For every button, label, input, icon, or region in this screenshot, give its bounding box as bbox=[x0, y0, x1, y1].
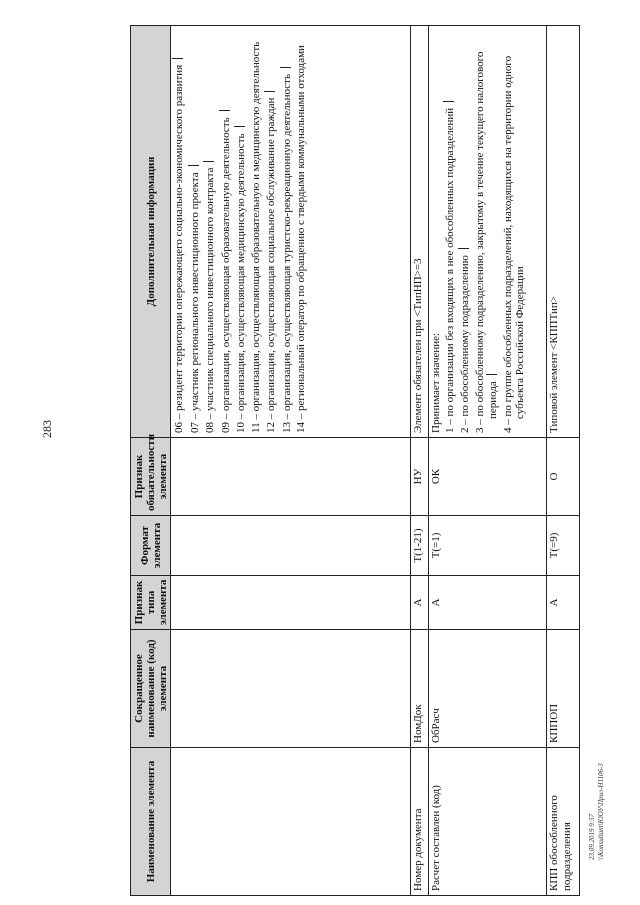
codes-list bbox=[172, 30, 308, 433]
header-info: Дополнительная информация bbox=[131, 26, 171, 438]
cell-empty bbox=[171, 438, 411, 516]
cell-empty bbox=[171, 576, 411, 630]
list-item: 2 – по обособленному подразделению bbox=[458, 30, 472, 433]
cell-name: КПП обособленного подразделения bbox=[547, 748, 580, 896]
cell-code: НомДок bbox=[411, 630, 429, 748]
cell-empty bbox=[171, 630, 411, 748]
rotated-table-container bbox=[130, 26, 580, 896]
list-item: 11 – организация, осуществляющая образовательную и медицинскую деятельность bbox=[249, 41, 262, 433]
cell-required: ОК bbox=[429, 438, 547, 516]
header-name: Наименование элемента bbox=[131, 748, 171, 896]
element-table bbox=[130, 25, 580, 896]
cell-required: НУ bbox=[411, 438, 429, 516]
list-item: 13 – организация, осуществляющая туристско-рекреационную деятельность bbox=[280, 30, 294, 433]
footer-path: \\Konsultant\ЮОУ\Прил-Н1106-3 bbox=[597, 763, 605, 860]
footer-timestamp: 23.09.2019 9:57 bbox=[588, 813, 596, 860]
cell-empty bbox=[171, 748, 411, 896]
list-item: 4 – по группе обособленных подразделений, находящихся на территории одного субъекта Российской Федерации bbox=[501, 55, 527, 433]
cell-info: Элемент обязателен при <ТипНП>=3 bbox=[411, 26, 429, 438]
cell-code: ОбРасч bbox=[429, 630, 547, 748]
table-row-codes bbox=[171, 26, 411, 896]
table-row bbox=[547, 26, 580, 896]
list-item: 14 – региональный оператор по обращению с твердыми коммунальными отходами bbox=[295, 45, 307, 433]
cell-name: Номер документа bbox=[411, 748, 429, 896]
list-item: 07 – участник регионального инвестиционного проекта bbox=[188, 30, 202, 433]
header-format: Формат элемента bbox=[131, 516, 171, 576]
cell-format: Т(=9) bbox=[547, 516, 580, 576]
cell-type: А bbox=[411, 576, 429, 630]
list-item: 12 – организация, осуществляющая социальное обслуживание граждан bbox=[264, 30, 278, 433]
list-item: 1 – по организации без входящих в нее обособленных подразделений bbox=[443, 30, 457, 433]
cell-info: Типовой элемент <КППТип> bbox=[547, 26, 580, 438]
list-item: 10 – организация, осуществляющая медицинскую деятельность bbox=[234, 30, 248, 433]
header-code: Сокращенное наименование (код) элемента bbox=[131, 630, 171, 748]
cell-empty bbox=[171, 516, 411, 576]
page-number: 283 bbox=[40, 420, 54, 438]
header-row bbox=[131, 26, 171, 896]
info-intro: Принимает значение: bbox=[430, 332, 443, 433]
cell-format: Т(=1) bbox=[429, 516, 547, 576]
cell-name: Расчет составлен (код) bbox=[429, 748, 547, 896]
list-item: 09 – организация, осуществляющая образовательную деятельность bbox=[219, 30, 233, 433]
cell-codes bbox=[171, 26, 411, 438]
table-row bbox=[429, 26, 547, 896]
options-list bbox=[443, 30, 527, 433]
cell-required: О bbox=[547, 438, 580, 516]
list-item: 08 – участник специального инвестиционного контракта bbox=[203, 30, 217, 433]
cell-code: КППОП bbox=[547, 630, 580, 748]
cell-type: А bbox=[547, 576, 580, 630]
header-required: Признак обязательности элемента bbox=[131, 438, 171, 516]
list-item: 06 – резидент территории опережающего социально-экономического развития bbox=[172, 30, 186, 433]
footer bbox=[588, 700, 606, 860]
table-row bbox=[411, 26, 429, 896]
cell-info bbox=[429, 26, 547, 438]
cell-type: А bbox=[429, 576, 547, 630]
list-item: 3 – по обособленному подразделению, закрытому в течение текущего налогового периода bbox=[473, 51, 500, 433]
cell-format: Т(1-21) bbox=[411, 516, 429, 576]
header-type: Признак типа элемента bbox=[131, 576, 171, 630]
